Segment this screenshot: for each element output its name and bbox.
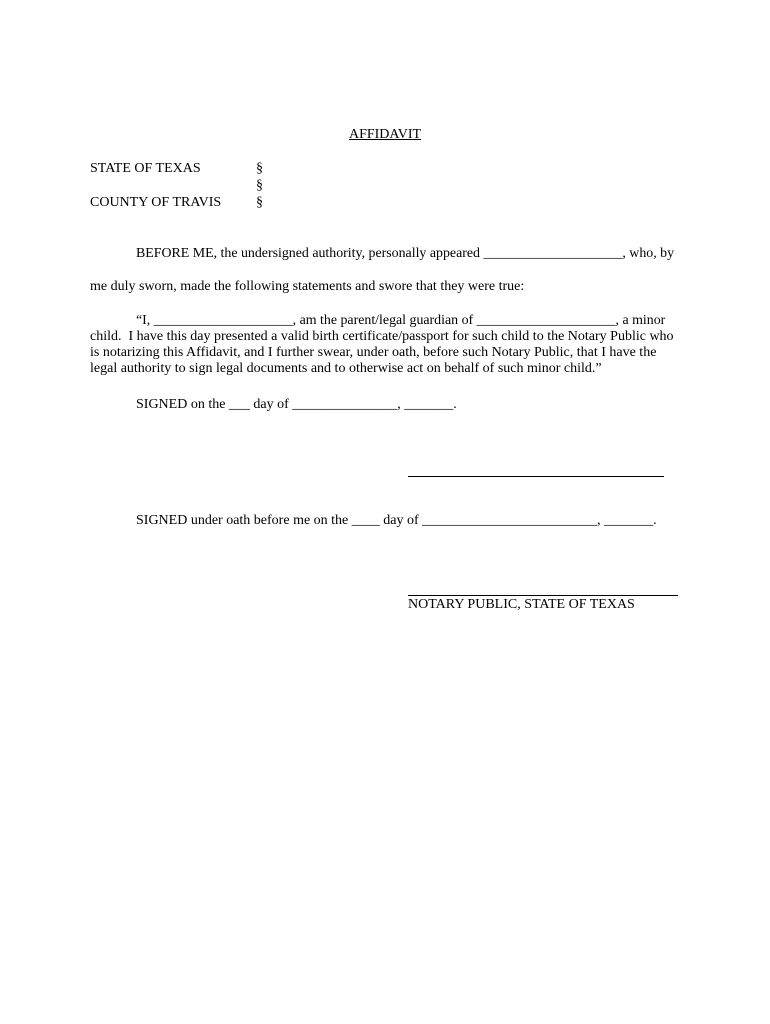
appearance-paragraph-line-1: BEFORE ME, the undersigned authority, personally appeared ____________________, who, by [136,246,675,261]
appearance-paragraph-line-2: me duly sworn, made the following statements and swore that they were true: [90,279,525,294]
section-mark: § [256,195,263,210]
signed-on-line: SIGNED on the ___ day of _______________, _______. [136,397,457,412]
notary-signature-line [408,595,678,596]
notary-label: NOTARY PUBLIC, STATE OF TEXAS [408,597,635,612]
section-mark: § [256,161,263,176]
section-mark: § [256,178,263,193]
statement-line-1: “I, ____________________, am the parent/legal guardian of ____________________, a minor [136,313,666,328]
signed-under-oath-line: SIGNED under oath before me on the ____ day of _________________________, _______. [136,513,657,528]
state-label: STATE OF TEXAS [90,161,201,176]
document-title: AFFIDAVIT [348,127,422,142]
statement-line-2: child. I have this day presented a valid birth certificate/passport for such child to the Notary Public who [90,329,674,344]
statement-line-3: is notarizing this Affidavit, and I further swear, under oath, before such Notary Public, that I have the [90,345,657,360]
statement-line-4: legal authority to sign legal documents and to otherwise act on behalf of such minor child.” [90,361,602,376]
affiant-signature-line [408,476,664,477]
county-label: COUNTY OF TRAVIS [90,195,222,210]
